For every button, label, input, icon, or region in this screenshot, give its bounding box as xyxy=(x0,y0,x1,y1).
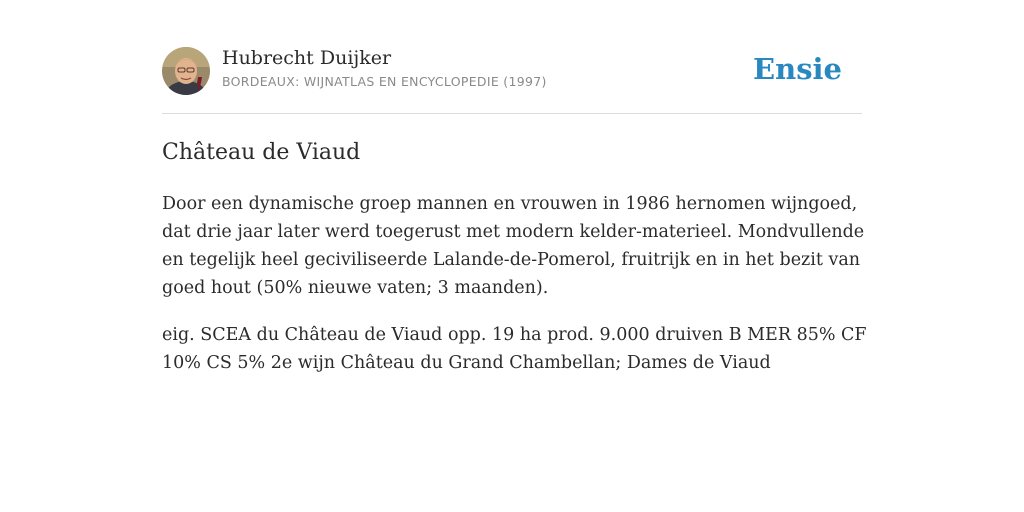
source-title[interactable]: BORDEAUX: WIJNATLAS EN ENCYCLOPEDIE (1997) xyxy=(222,74,547,89)
author-portrait-icon xyxy=(162,47,210,95)
author-name[interactable]: Hubrecht Duijker xyxy=(222,47,392,69)
author-avatar[interactable] xyxy=(162,47,210,95)
entry-card xyxy=(162,0,867,373)
entry-paragraph-details: eig. SCEA du Château de Viaud opp. 19 ha prod. 9.000 druiven B MER 85% CF 10% CS 5% 2e wijn Château du Grand Chambellan; Dames de Viaud xyxy=(162,325,867,373)
entry-paragraph-description: Door een dynamische groep mannen en vrouwen in 1986 hernomen wijngoed, dat drie jaar later werd toegerust met modern kelder-materieel. Mondvullende en tegelijk heel geciviliseerde Lalande-de-Pomerol, fruitrijk en in het bezit van goed hout (50% nieuwe vaten; 3 maanden). xyxy=(162,194,865,298)
entry-header xyxy=(162,0,862,114)
brand-logo[interactable]: Ensie xyxy=(753,52,842,86)
entry-title: Château de Viaud xyxy=(162,140,361,165)
